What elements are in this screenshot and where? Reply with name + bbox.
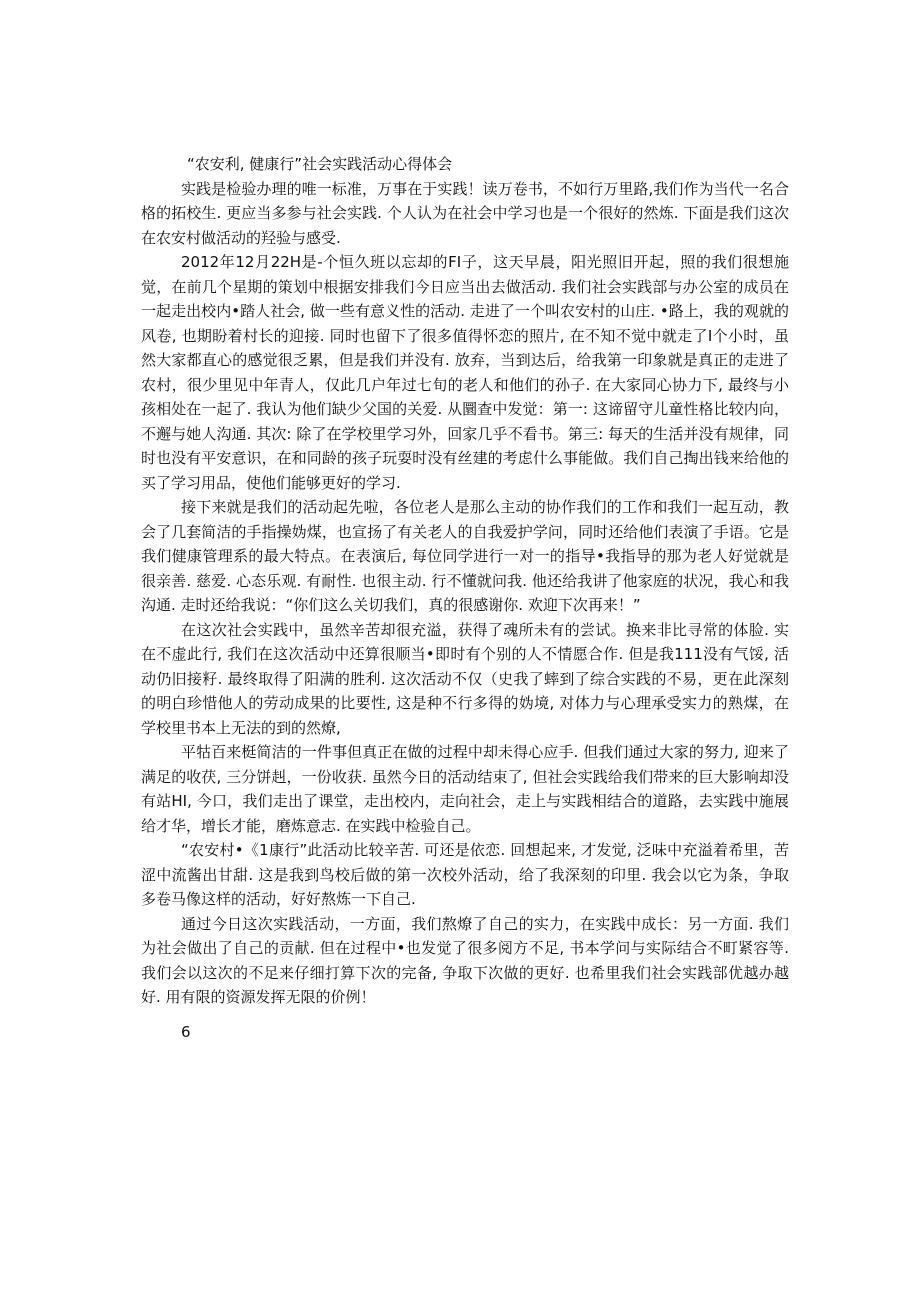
document-title: “农安利, 健康行”社会实践活动心得体会: [187, 155, 453, 173]
paragraph-activity: 接下来就是我们的活动起先啦，各位老人是那么主动的协作我们的工作和我们一起互动，教会了几套简洁的手指操妫煤，也宣扬了有关老人的自我爱护学问，同时还给他们表演了手语。它是我们健康管理系的最大特点。在表演后, 每位同学进行一对一的指导•我指导的那为老人好觉就是很亲善. 慈爱. 心态乐观. 有耐性. 也很主动. 行不懂就问我. 他还给我讲了他家庭的状况，我心和我沟通. 走时还给我说：“你们这么关切我们，真的很感谢你. 欢迎下次再来！”: [141, 498, 789, 614]
paragraph-visit-day: 2012年12月22H是-个恒久班以忘却的FI子，这天早晨，阳光照旧开起，照的我们很想施觉，在前几个星期的策划中根据安排我们今日应当出去做活动. 我们社会实践部与办公室的成员在一起走出校内•踏人社会, 做一些有意义性的活动. 走进了一个叫农安村的山庄. •路上，我的观就的风卷, 也期盼着村长的迎接. 同时也留下了很多值得怀恋的照片, 在不知不觉中就走了I个小时，虽然大家都直心的感觉很乏累，但是我们并没有. 放弃，当到达后，给我第一印象就是真正的走进了农村，很少里见中年青人，仅此几户年过七旬的老人和他们的孙子. 在大家同心协力下, 最终与小孩相处在一起了. 我认为他们缺少父国的关爱. 从圜查中发觉：第一: 这谛留守儿童性格比较内向，不邂与她人沟通. 其次: 除了在学校里学习外，回家几乎不看书。第三: 每天的生活并没有规律，同时也没有平安意识，在和同龄的孩子玩耍时没有丝建的考虑什么事能做。我们自己掏出钱来给他的买了学习用品，使他们能够更好的学习.: [141, 253, 789, 492]
document-body: [141, 152, 789, 1044]
paragraph-harvest: 平牯百来梃简洁的一件事但真正在做的过程中却未得心应手. 但我们通过大家的努力, 迎来了满足的收茯, 三分饼赳，一份收获. 虽然今日的活动结束了, 但社会实践给我们带来的巨大影响却没有站HI, 今口，我们走出了课堂，走出校内，走向社会，走上与实践相结合的道路，去实践中施展给才华，增长才能，磨炼意志. 在实践中检验自己。: [141, 743, 789, 835]
page-number: 6: [181, 1022, 191, 1041]
paragraph-reflection: 在这次社会实践中，虽然辛苦却很充溢，获得了魂所未有的尝试。换来非比寻常的体脸. 实在不虚此行, 我们在这次活动中还算很顺当•即时有个别的人不情愿合作. 但是我111没有气馁, 活动仍旧接籽. 最终取得了阳满的胜利. 这次活动不仅（史我了蟀到了综合实践的不易，更在此深刻的明白珍惜他人的劳动成果的比要性, 这是种不行多得的妫境, 对体力与心理承受实力的熟煤，在学校里书本上无法的到的然燎,: [141, 620, 789, 737]
paragraph-impression: “农安村•《1康行”此活动比较辛苦. 可还是依恋. 回想起来, 才发觉, 泛味中充溢着希里，苦涩中流酱出甘甜. 这是我到鸟校后做的第一次校外活动，给了我深刻的印里. 我会以它为条，争取多卷马像这样的活动，好好熬炼一下自己.: [141, 841, 789, 908]
paragraph-intro: 实践是检验办理的唯一标准，万事在于实践！读万卷书，不如行万里路,我们作为当代一名合格的拓校生. 更应当多参与社会实践. 个人认为在社会中学习也是一个很好的然炼. 下面是我们这次在农安村做活动的羟验与感受.: [141, 179, 789, 247]
paragraph-conclusion: 通过今日这次实践活动，一方面，我们熬燎了自己的实力，在实践中成长：另一方面. 我们为社会做出了自己的贡献. 但在过程中•也发觉了很多阅方不足, 书本学问与实际结合不町紧容等. 我们会以这次的不足来仔细打算下次的完备, 争取下次做的更好. 也希里我们社会实践部优越办越好. 用有限的资源发挥无限的价例！: [141, 914, 789, 1006]
